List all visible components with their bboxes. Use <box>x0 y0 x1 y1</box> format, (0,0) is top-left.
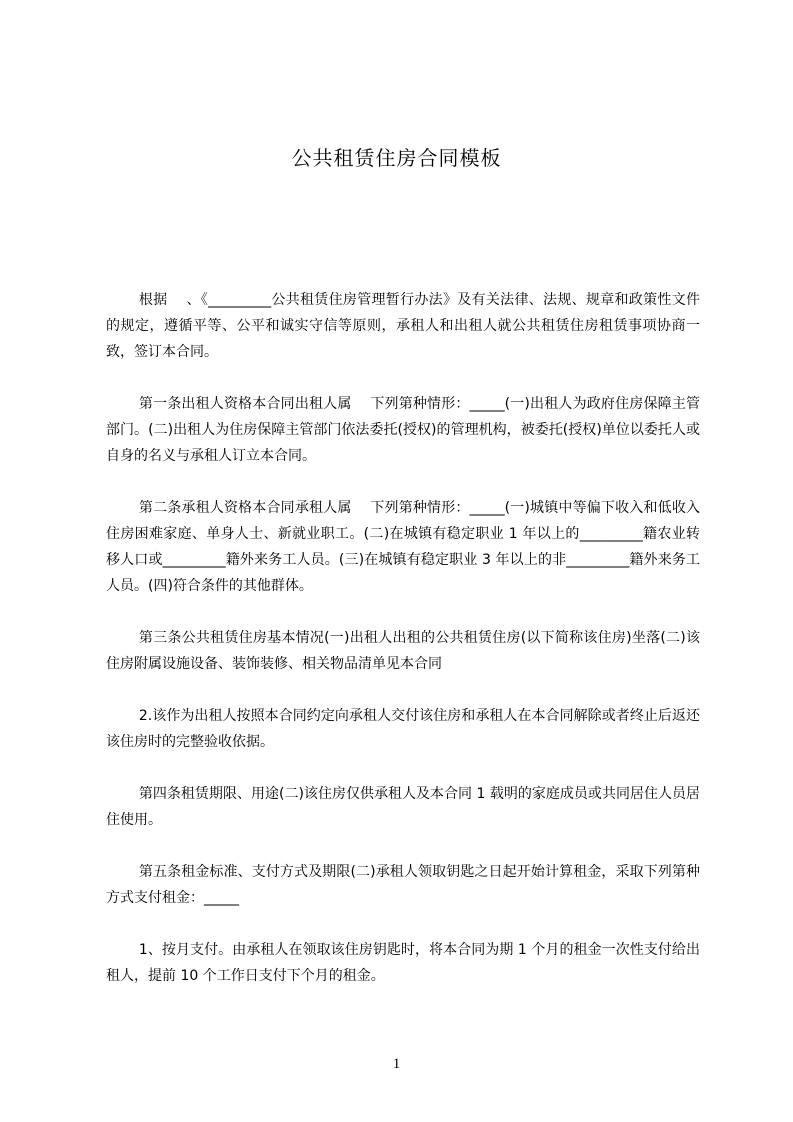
paragraph-article-3-item-2: 2.该作为出租人按照本合同约定向承租人交付该住房和承租人在本合同解除或者终止后返还该住房时的完整验收依据。 <box>106 708 700 750</box>
paragraph-article-5-option-1: 1、按月支付。由承租人在领取该住房钥匙时，将本合同为期 1 个月的租金一次性支付给出租人，提前 10 个工作日支付下个月的租金。 <box>106 942 700 984</box>
paragraph-article-2: 第二条承租人资格本合同承租人属 下列第种情形：_____(一)城镇中等偏下收入和低收入住房困难家庭、单身人士、新就业职工。(二)在城镇有稳定职业 1 年以上的_________籍农业转移人口或_________籍外来务工人员。(三)在城镇有稳定职业 3 年以上的非_________籍外来务工人员。(四)符合条件的其他群体。 <box>106 500 700 594</box>
document-title: 公共租赁住房合同模板 <box>291 146 502 170</box>
paragraph-article-1: 第一条出租人资格本合同出租人属 下列第种情形：_____(一)出租人为政府住房保障主管部门。(二)出租人为住房保障主管部门依法委托(授权)的管理机构，被委托(授权)单位以委托人或自身的名义与承租人订立本合同。 <box>106 396 700 464</box>
paragraph-article-3: 第三条公共租赁住房基本情况(一)出租人出租的公共租赁住房(以下简称该住房)坐落(二)该住房附属设施设备、装饰装修、相关物品清单见本合同 <box>106 630 700 672</box>
paragraph-article-4: 第四条租赁期限、用途(二)该住房仅供承租人及本合同 1 载明的家庭成员或共同居住人员居住使用。 <box>106 786 700 828</box>
document-body <box>106 287 700 1015</box>
page-number: 1 <box>392 1056 401 1072</box>
paragraph-preamble: 根据 、《_________公共租赁住房管理暂行办法》及有关法律、法规、规章和政策性文件的规定，遵循平等、公平和诚实守信等原则，承租人和出租人就公共租赁住房租赁事项协商一致，签订本合同。 <box>106 292 700 360</box>
paragraph-article-5: 第五条租金标准、支付方式及期限(二)承租人领取钥匙之日起开始计算租金，采取下列第种方式支付租金：_____ <box>106 864 700 906</box>
